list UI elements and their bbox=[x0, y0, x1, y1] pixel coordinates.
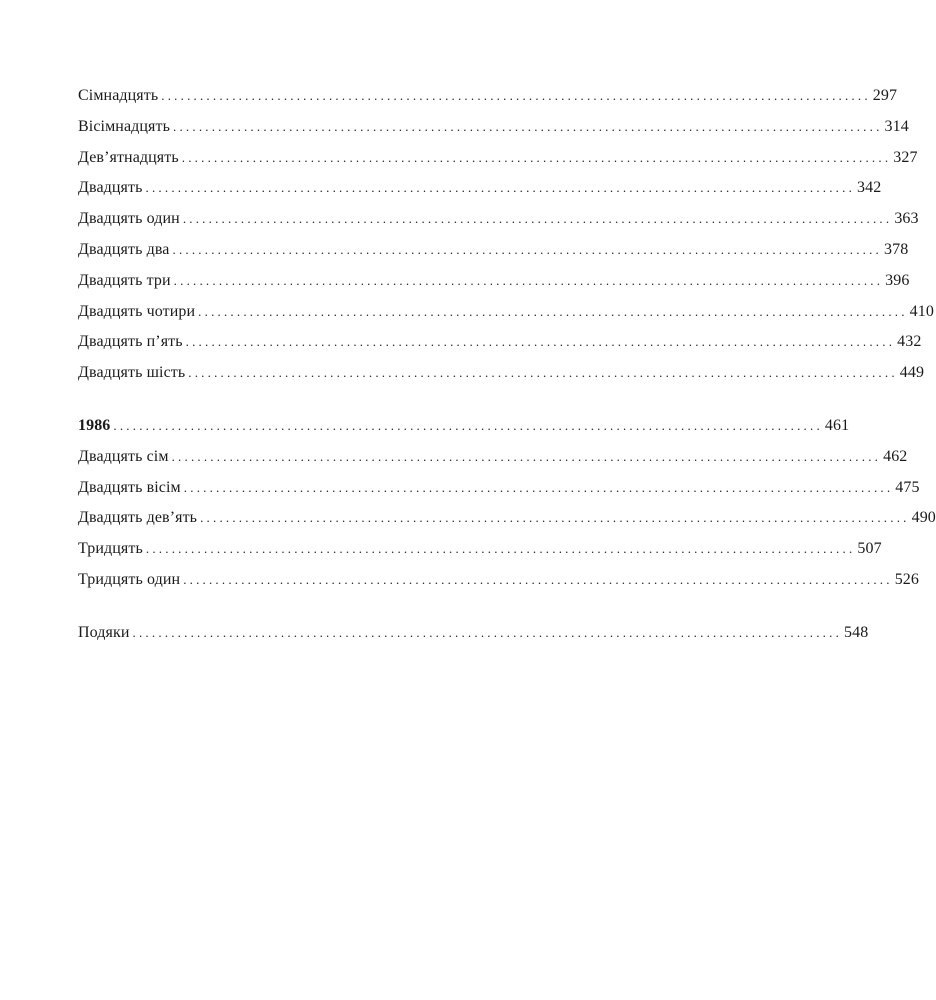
toc-entry-title: Двадцять вісім bbox=[78, 478, 181, 496]
toc-entry-title: Двадцять два bbox=[78, 240, 170, 258]
toc-entry-page: 327 bbox=[893, 148, 918, 166]
toc-entry-page: 526 bbox=[894, 570, 919, 588]
toc-entry-page: 507 bbox=[857, 540, 882, 558]
toc-entry[interactable] bbox=[78, 478, 920, 509]
toc-entry-page: 378 bbox=[884, 240, 909, 258]
toc-entry-page: 432 bbox=[897, 333, 922, 351]
toc-entry[interactable] bbox=[78, 332, 922, 363]
toc-entry-title: Двадцять один bbox=[78, 210, 180, 228]
dot-leader: .............................................................................................................. bbox=[198, 303, 908, 319]
toc-entry[interactable] bbox=[78, 209, 919, 240]
toc-entry[interactable] bbox=[78, 271, 910, 302]
dot-leader: .............................................................................................................. bbox=[173, 118, 883, 134]
toc-entry-page: 396 bbox=[885, 271, 910, 289]
dot-leader: .............................................................................................................. bbox=[113, 417, 823, 433]
dot-leader: .............................................................................................................. bbox=[171, 448, 882, 464]
toc-entry-page: 314 bbox=[884, 117, 909, 135]
toc-entry-page: 490 bbox=[911, 509, 936, 527]
toc-entry-page: 475 bbox=[895, 478, 920, 496]
dot-leader: .............................................................................................................. bbox=[183, 479, 894, 495]
toc-entry-page: 410 bbox=[909, 302, 934, 320]
toc-entry[interactable] bbox=[78, 508, 936, 539]
toc-entry-title: Двадцять bbox=[78, 179, 143, 197]
toc-entry-title: Дев’ятнадцять bbox=[78, 148, 179, 166]
toc-group bbox=[78, 86, 934, 394]
dot-leader: .............................................................................................................. bbox=[172, 241, 882, 257]
toc-entry-page: 449 bbox=[899, 364, 925, 382]
toc-entry[interactable] bbox=[78, 447, 908, 478]
toc-part-title: 1986 bbox=[78, 416, 111, 434]
dot-leader: .............................................................................................................. bbox=[183, 571, 893, 587]
toc-entry[interactable] bbox=[78, 302, 934, 333]
toc-entry-title: Двадцять шість bbox=[78, 364, 186, 382]
toc-entry[interactable] bbox=[78, 539, 882, 570]
toc-entry-page: 342 bbox=[857, 179, 882, 197]
toc-entry-title: Двадцять чотири bbox=[78, 302, 196, 320]
dot-leader: .............................................................................................................. bbox=[182, 211, 893, 227]
toc-group bbox=[78, 416, 936, 601]
toc-entry-title: Тридцять один bbox=[78, 570, 181, 588]
toc-group bbox=[78, 623, 869, 654]
dot-leader: .............................................................................................................. bbox=[145, 180, 856, 196]
toc-entry-title: Двадцять дев’ять bbox=[78, 509, 198, 527]
table-of-contents bbox=[78, 86, 936, 654]
toc-entry[interactable] bbox=[78, 570, 919, 601]
toc-part-entry[interactable] bbox=[78, 416, 850, 447]
toc-entry-page: 462 bbox=[883, 447, 908, 465]
toc-entry[interactable] bbox=[78, 178, 882, 209]
dot-leader: .............................................................................................................. bbox=[161, 88, 871, 103]
toc-entry-page: 548 bbox=[844, 623, 869, 641]
dot-leader: .............................................................................................................. bbox=[145, 541, 856, 557]
toc-entry-page: 461 bbox=[824, 416, 850, 434]
dot-leader: .............................................................................................................. bbox=[185, 334, 896, 350]
toc-entry-title: Двадцять п’ять bbox=[78, 333, 183, 351]
toc-entry[interactable] bbox=[78, 86, 898, 117]
toc-entry-title: Вісімнадцять bbox=[78, 117, 171, 135]
toc-entry[interactable] bbox=[78, 623, 869, 654]
toc-entry-title: Двадцять сім bbox=[78, 447, 169, 465]
toc-entry-title: Подяки bbox=[78, 623, 130, 641]
dot-leader: .............................................................................................................. bbox=[188, 365, 898, 381]
toc-entry[interactable] bbox=[78, 240, 909, 271]
toc-entry-title: Двадцять три bbox=[78, 271, 171, 289]
toc-entry[interactable] bbox=[78, 363, 925, 394]
toc-entry-page: 363 bbox=[894, 210, 919, 228]
toc-entry-page: 297 bbox=[872, 87, 898, 104]
toc-entry[interactable] bbox=[78, 117, 909, 148]
toc-entry[interactable] bbox=[78, 148, 918, 179]
toc-entry-title: Тридцять bbox=[78, 540, 143, 558]
dot-leader: .............................................................................................................. bbox=[132, 624, 843, 640]
dot-leader: .............................................................................................................. bbox=[173, 272, 884, 288]
toc-entry-title: Сімнадцять bbox=[78, 87, 159, 104]
dot-leader: .............................................................................................................. bbox=[200, 510, 910, 526]
dot-leader: .............................................................................................................. bbox=[181, 149, 892, 165]
